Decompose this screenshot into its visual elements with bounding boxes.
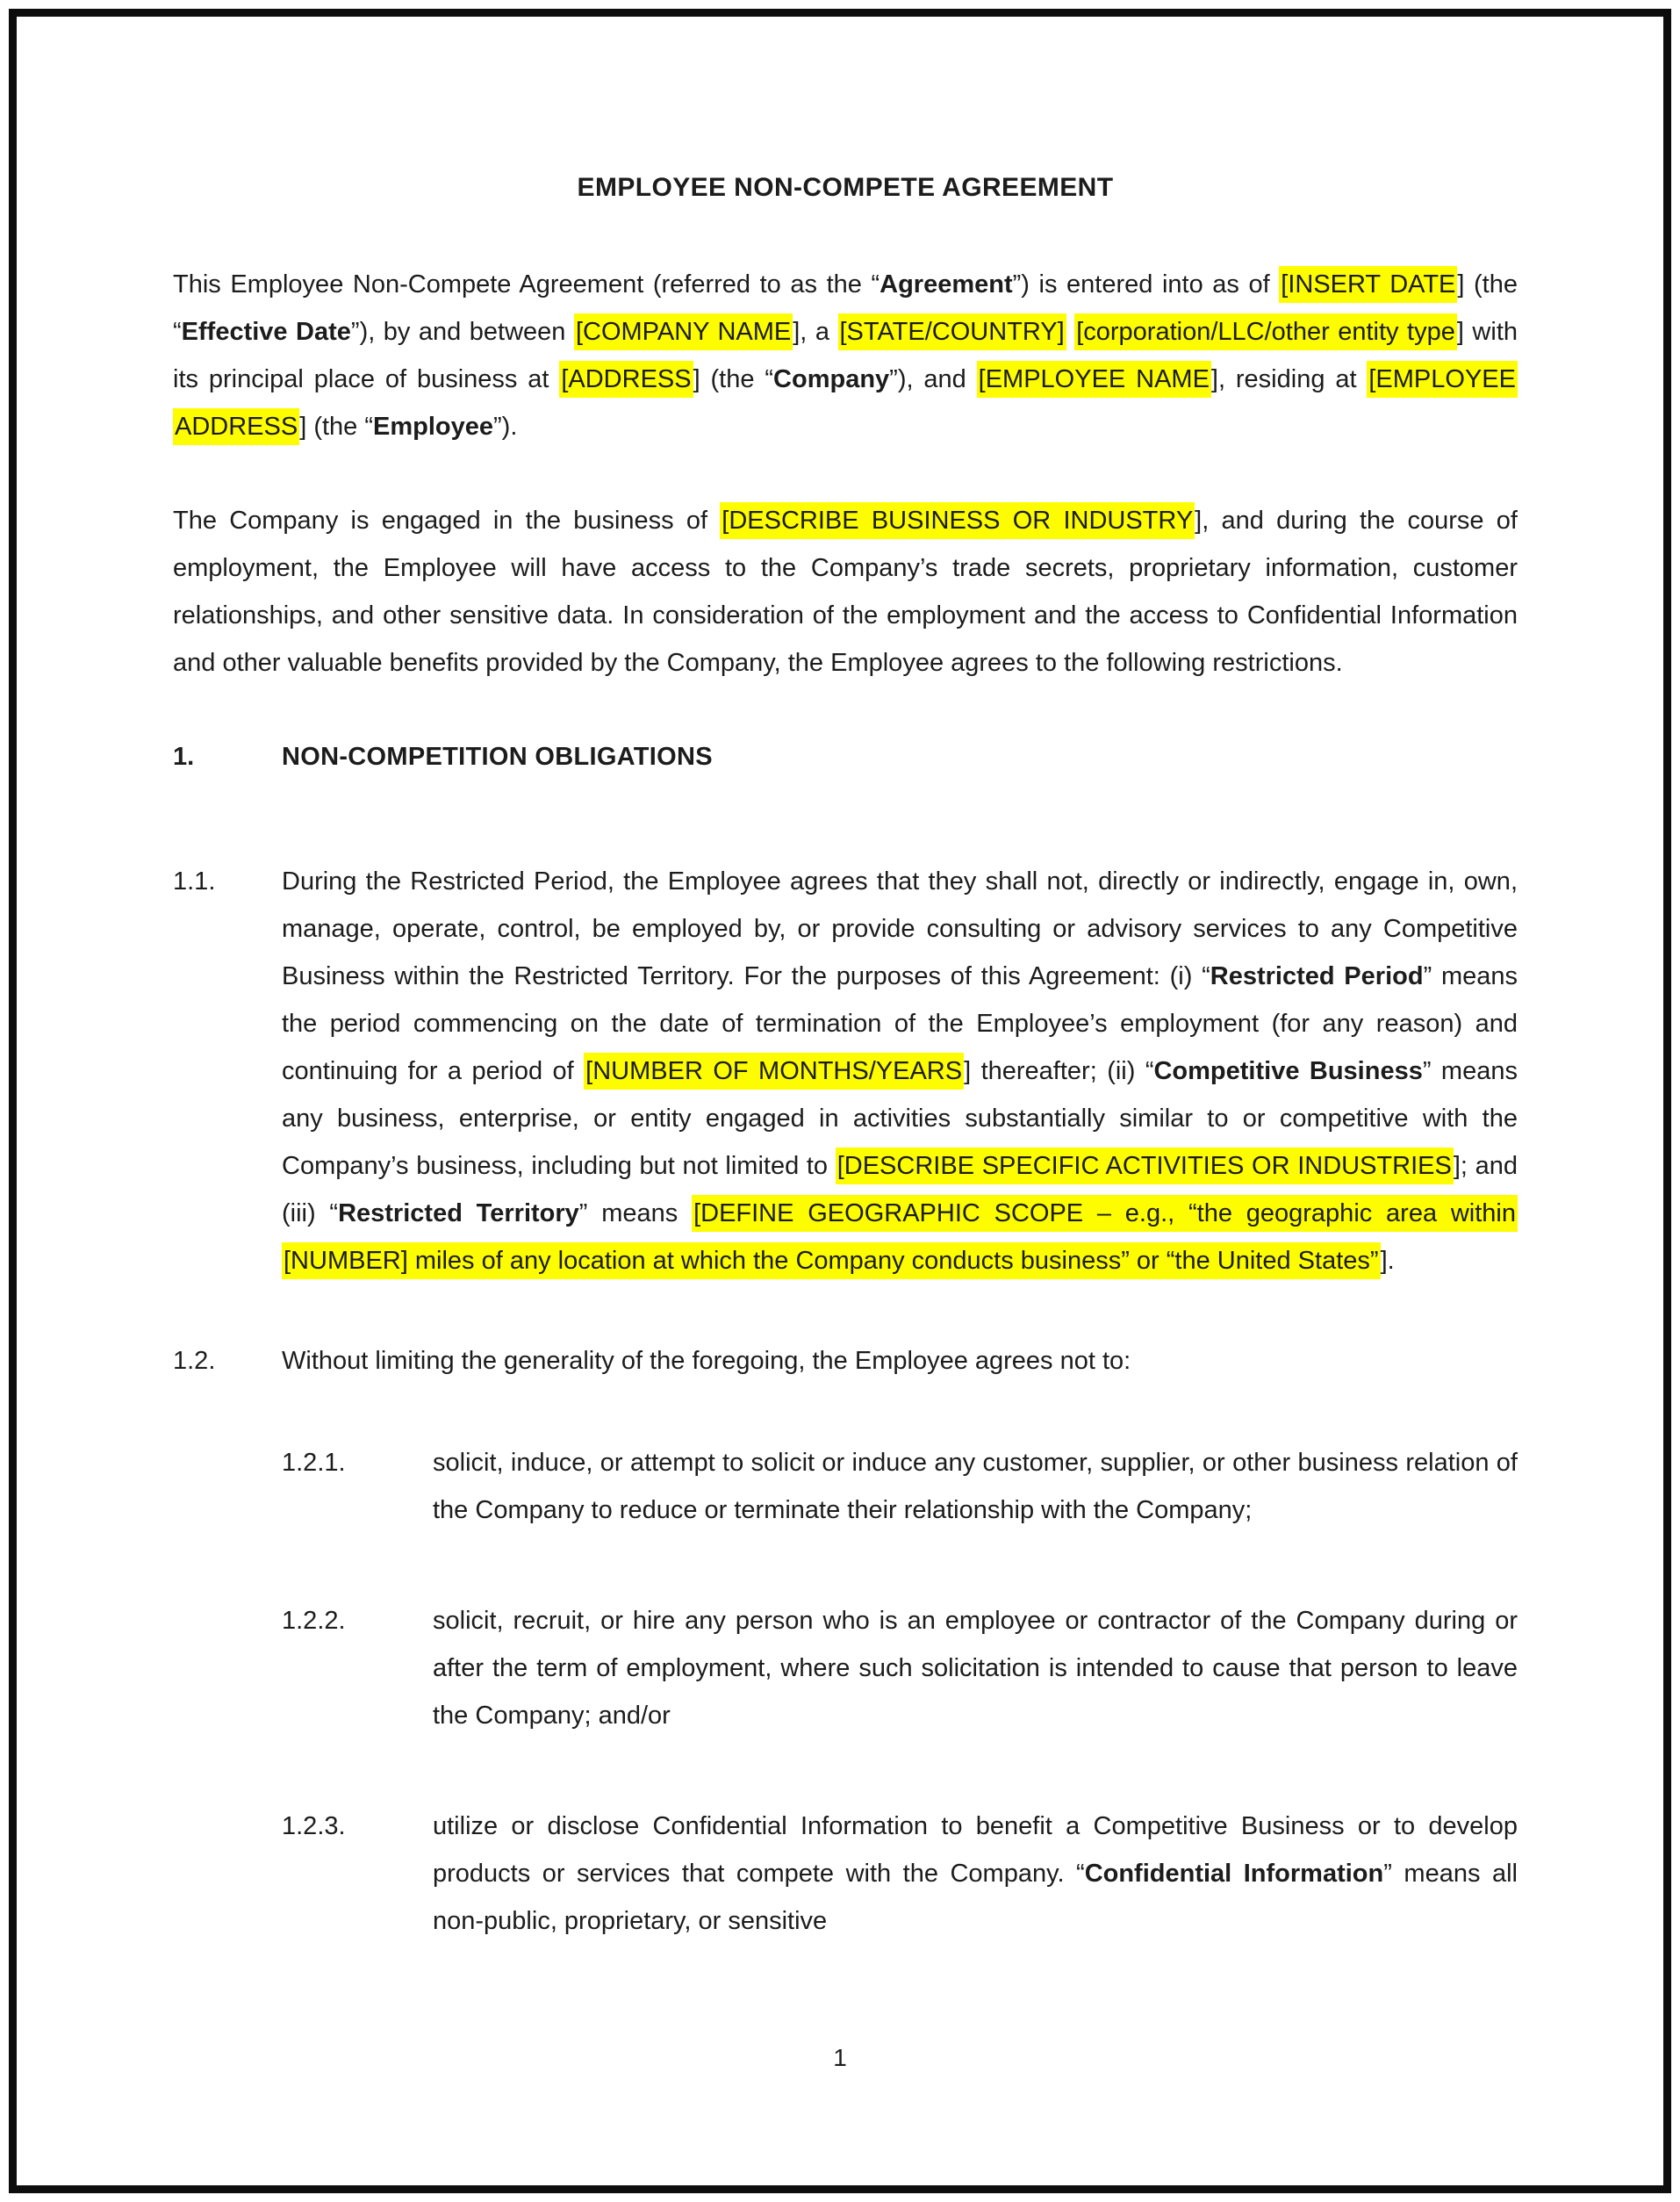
defined-term: Confidential Information (1084, 1860, 1384, 1888)
text-run (1066, 318, 1075, 346)
subclause-1-2-1-text (433, 1439, 1518, 1534)
text-run: The Company is engaged in the business of (173, 507, 721, 535)
highlighted-placeholder: [ADDRESS (559, 361, 693, 398)
defined-term: Restricted Territory (338, 1199, 579, 1227)
defined-term: Company (773, 365, 890, 393)
text-run: solicit, recruit, or hire any person who is an employee or contractor of the Company during or after the term of employment, where such solicitation is intended to cause that person to leave the Company; and/or (433, 1607, 1518, 1730)
highlighted-placeholder: [DESCRIBE BUSINESS OR INDUSTRY (720, 502, 1195, 539)
section-1-number: 1. (173, 743, 195, 771)
text-run: ” means all non-public, proprietary, or sensitive (433, 1860, 1518, 1935)
subclause-1-2-2-number: 1.2.2. (282, 1607, 346, 1635)
defined-term: Employee (373, 413, 494, 441)
clause-1-1-text (282, 858, 1518, 1284)
text-run: ], and during the course of employment, the Employee will have access to the Company’s trade secrets, proprietary information, customer relationships, and other sensitive data. In consideration of the employment and the access to Confidential Information and other valuable benefits provided by the Company, the Employee agrees to the following restrictions. (173, 507, 1518, 677)
text-run: utilize or disclose Confidential Information to benefit a Competitive Business or to develop products or services that compete with the Company. “ (433, 1812, 1518, 1888)
text-run: During the Restricted Period, the Employee agrees that they shall not, directly or indirectly, engage in, own, manage, operate, control, be employed by, or provide consulting or advisory services to any Competitive Business within the Restricted Territory. For the purposes of this Agreement: (i) “ (282, 867, 1518, 990)
highlighted-placeholder: [COMPANY NAME (574, 313, 793, 350)
text-run: ]. (1380, 1247, 1395, 1275)
defined-term: Restricted Period (1210, 962, 1424, 990)
page-border-frame (9, 9, 1671, 2193)
clause-1-2-number: 1.2. (173, 1347, 216, 1375)
clause-1-1 (173, 858, 1518, 1284)
business-paragraph (173, 497, 1518, 687)
subclause-1-2-1-number: 1.2.1. (282, 1449, 346, 1477)
text-run: ] (the “ (299, 413, 374, 441)
text-run: Without limiting the generality of the foregoing, the Employee agrees not to: (282, 1347, 1131, 1375)
intro-paragraph (173, 261, 1518, 450)
subclause-1-2-3-text (433, 1803, 1518, 1945)
highlighted-placeholder: [NUMBER OF MONTHS/YEARS (584, 1053, 964, 1090)
text-run: ], residing at (1210, 365, 1368, 393)
highlighted-placeholder: [STATE/COUNTRY] (838, 313, 1066, 350)
defined-term: Effective Date (181, 318, 351, 346)
text-run: ”), and (889, 365, 977, 393)
text-run: ] (the “ (693, 365, 774, 393)
highlighted-placeholder: [EMPLOYEE NAME (977, 361, 1211, 398)
clause-1-1-number: 1.1. (173, 867, 216, 896)
text-run: ”), by and between (350, 318, 574, 346)
text-run: ] with its principal place of business at (173, 318, 1518, 393)
highlighted-placeholder: [DEFINE GEOGRAPHIC SCOPE – e.g., “the geographic area within [NUMBER] miles of any location at which the Company conducts business” or “the United States” (282, 1195, 1518, 1279)
text-run: ] thereafter; (ii) “ (964, 1057, 1154, 1085)
highlighted-placeholder: [INSERT DATE (1279, 266, 1457, 303)
clause-1-2 (173, 1337, 1518, 1385)
text-run: ” means (578, 1199, 693, 1227)
document-title: EMPLOYEE NON-COMPETE AGREEMENT (577, 173, 1114, 202)
text-run: ], a (793, 318, 838, 346)
defined-term: Competitive Business (1153, 1057, 1423, 1085)
text-run: ]; and (iii) “ (282, 1152, 1518, 1227)
subclause-1-2-2 (282, 1597, 1518, 1739)
defined-term: Agreement (879, 270, 1013, 299)
document-page (17, 17, 1663, 2185)
highlighted-placeholder: [DESCRIBE SPECIFIC ACTIVITIES OR INDUSTRIES (836, 1148, 1454, 1184)
subclause-1-2-2-text (433, 1597, 1518, 1739)
subclause-1-2-3 (282, 1803, 1518, 1945)
clause-1-2-text (282, 1337, 1518, 1385)
subclause-1-2-1 (282, 1439, 1518, 1534)
text-run: This Employee Non-Compete Agreement (referred to as the “ (173, 270, 880, 299)
page-number: 1 (833, 2044, 847, 2071)
text-run: ” means any business, enterprise, or entity engaged in activities substantially similar to or competitive with the Company’s business, including but not limited to (282, 1057, 1518, 1180)
text-run: ] (the “ (173, 270, 1518, 346)
text-run: ” means the period commencing on the date of termination of the Employee’s employment (for any reason) and continuing for a period of (282, 962, 1518, 1085)
section-1-title: NON-COMPETITION OBLIGATIONS (282, 743, 713, 771)
subclause-1-2-3-number: 1.2.3. (282, 1812, 346, 1840)
section-1-heading (173, 733, 1518, 781)
text-run: ”) is entered into as of (1012, 270, 1280, 299)
highlighted-placeholder: [corporation/LLC/other entity type (1074, 313, 1457, 350)
highlighted-placeholder: [EMPLOYEE ADDRESS (173, 361, 1518, 445)
text-run: ”). (493, 413, 518, 441)
text-run: solicit, induce, or attempt to solicit or induce any customer, supplier, or other business relation of the Company to reduce or terminate their relationship with the Company; (433, 1449, 1518, 1524)
